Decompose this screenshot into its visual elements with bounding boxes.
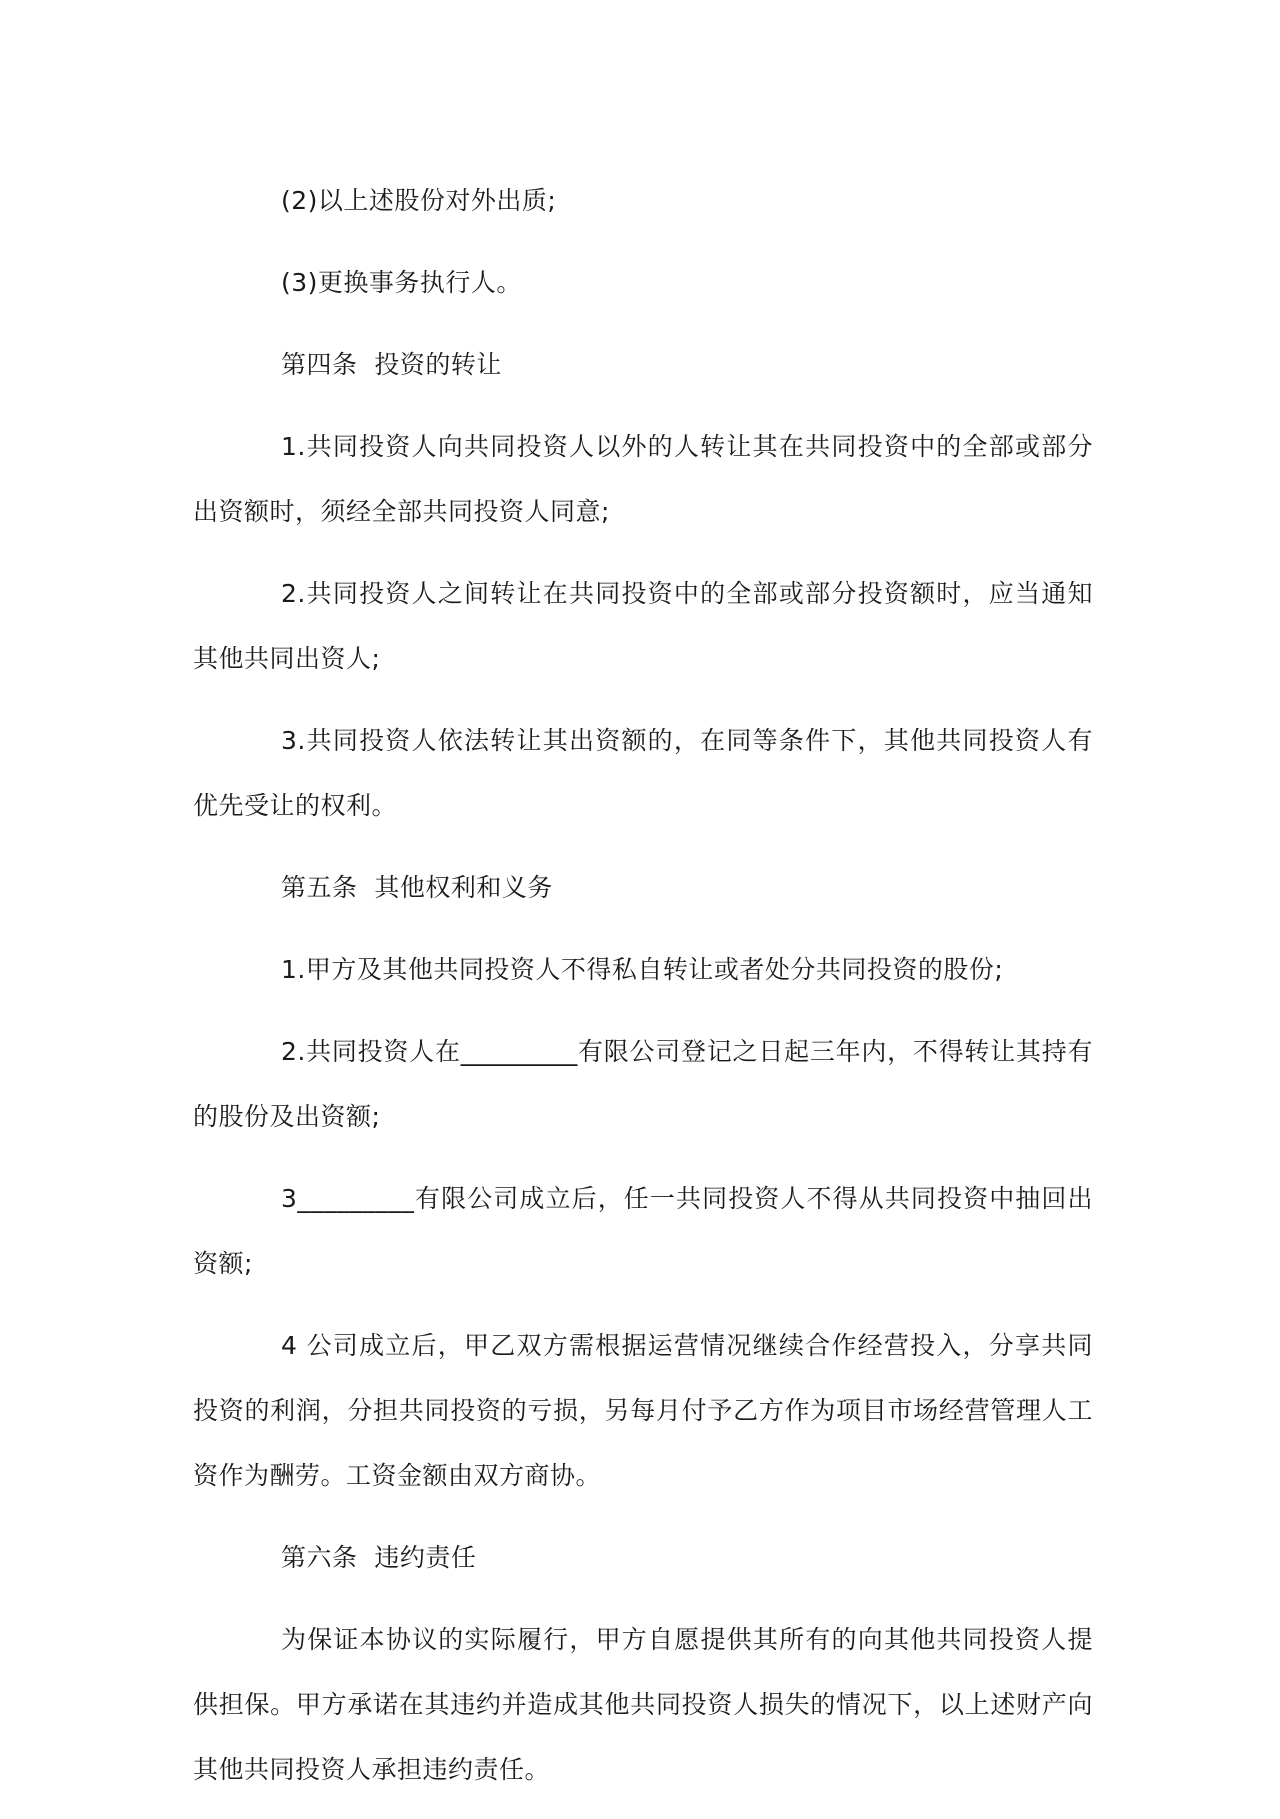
document-body [193,168,1093,1819]
article-5-item-3: 3_________有限公司成立后，任一共同投资人不得从共同投资中抽回出资额; [193,1184,1093,1278]
article-4-item-1: 1.共同投资人向共同投资人以外的人转让其在共同投资中的全部或部分出资额时，须经全部共同投资人同意; [193,432,1093,526]
article-4-heading: 第四条 投资的转让 [281,350,502,379]
clause-3-item-3: (3)更换事务执行人。 [281,268,522,297]
article-5-heading: 第五条 其他权利和义务 [281,873,553,902]
article-5-item-1: 1.甲方及其他共同投资人不得私自转让或者处分共同投资的股份; [281,955,1004,984]
article-5-item-2: 2.共同投资人在_________有限公司登记之日起三年内，不得转让其持有的股份及出资额; [193,1037,1093,1131]
article-4-item-2: 2.共同投资人之间转让在共同投资中的全部或部分投资额时，应当通知其他共同出资人; [193,579,1093,673]
article-6-body: 为保证本协议的实际履行，甲方自愿提供其所有的向其他共同投资人提供担保。甲方承诺在其违约并造成其他共同投资人损失的情况下，以上述财产向其他共同投资人承担违约责任。 [193,1625,1093,1784]
article-5-item-4: 4 公司成立后，甲乙双方需根据运营情况继续合作经营投入，分享共同投资的利润，分担共同投资的亏损，另每月付予乙方作为项目市场经营管理人工资作为酬劳。工资金额由双方商协。 [193,1331,1093,1490]
article-6-heading: 第六条 违约责任 [281,1543,477,1572]
article-4-item-3: 3.共同投资人依法转让其出资额的，在同等条件下，其他共同投资人有优先受让的权利。 [193,726,1093,820]
clause-3-item-2: (2)以上述股份对外出质; [281,186,557,215]
